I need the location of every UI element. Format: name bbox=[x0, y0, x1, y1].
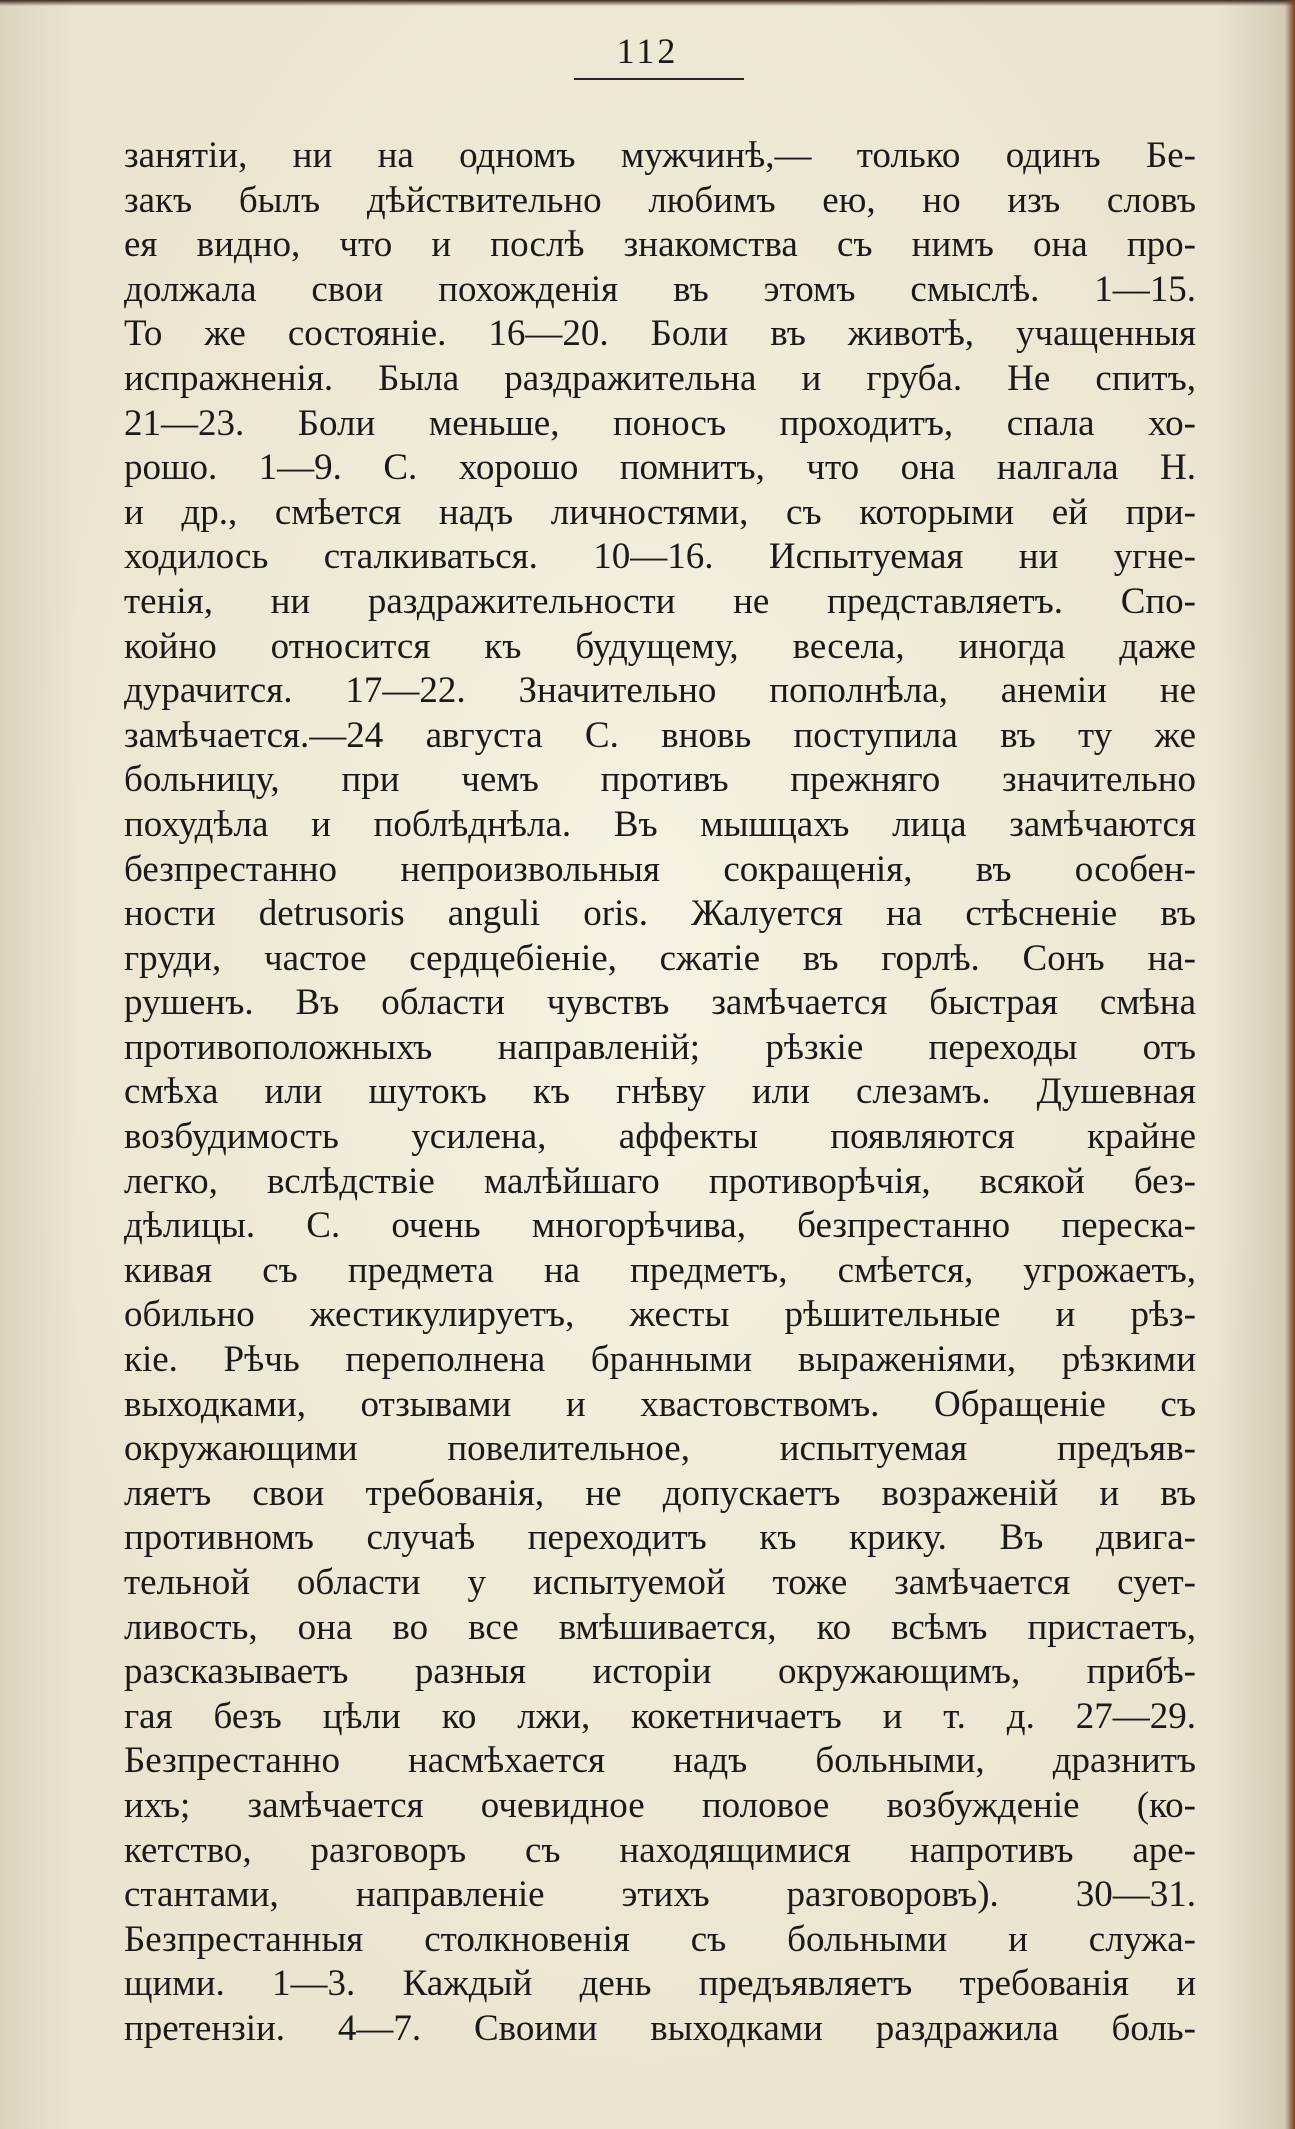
text-line: противномъ случаѣ переходитъ къ крику. Въ двига- bbox=[124, 1517, 1196, 1559]
text-line: ихъ; замѣчается очевидное половое возбужденіе (ко- bbox=[124, 1784, 1196, 1826]
text-line: должала свои похожденія въ этомъ смыслѣ. 1—15. bbox=[124, 268, 1196, 310]
text-line: замѣчается.—24 августа С. вновь поступила въ ту же bbox=[124, 714, 1196, 756]
header-rule bbox=[574, 78, 744, 80]
text-line: тельной области у испытуемой тоже замѣчается сует- bbox=[124, 1562, 1196, 1603]
scan-right-edge bbox=[1285, 0, 1295, 2129]
text-line: занятіи, ни на одномъ мужчинѣ,— только одинъ Бе- bbox=[124, 135, 1196, 176]
text-line: окружающими повелительное, испытуемая предъяв- bbox=[124, 1428, 1196, 1470]
text-line: рошо. 1—9. С. хорошо помнитъ, что она налгала Н. bbox=[124, 447, 1196, 489]
text-line: больницу, при чемъ противъ прежняго значительно bbox=[124, 759, 1196, 801]
text-line: похудѣла и поблѣднѣла. Въ мышцахъ лица замѣчаются bbox=[124, 803, 1196, 845]
text-line: смѣха или шутокъ къ гнѣву или слезамъ. Душевная bbox=[124, 1071, 1196, 1113]
text-line: кіе. Рѣчь переполнена бранными выраженіями, рѣзкими bbox=[124, 1339, 1196, 1381]
text-line: тенія, ни раздражительности не представляетъ. Спо- bbox=[124, 580, 1196, 622]
text-line: 21—23. Боли меньше, поносъ проходитъ, спала хо- bbox=[124, 402, 1196, 444]
text-line: претензіи. 4—7. Своими выходками раздражила боль- bbox=[124, 2007, 1196, 2049]
text-line: ея видно, что и послѣ знакомства съ нимъ она про- bbox=[124, 224, 1196, 266]
text-line: закъ былъ дѣйствительно любимъ ею, но изъ словъ bbox=[124, 179, 1196, 221]
text-line: ходилось сталкиваться. 10—16. Испытуемая ни угне- bbox=[124, 536, 1196, 578]
text-line: разсказываетъ разныя исторіи окружающимъ, прибѣ- bbox=[124, 1651, 1196, 1693]
text-line: легко, вслѣдствіе малѣйшаго противорѣчія, всякой без- bbox=[124, 1160, 1196, 1202]
text-line: Безпрестанно насмѣхается надъ больными, дразнитъ bbox=[124, 1740, 1196, 1782]
text-line: и др., смѣется надъ личностями, съ которыми ей при- bbox=[124, 491, 1196, 533]
text-line: возбудимость усилена, аффекты появляются крайне bbox=[124, 1116, 1196, 1158]
text-line: испражненія. Была раздражительна и груба. Не спитъ, bbox=[124, 357, 1196, 399]
text-line: дѣлицы. С. очень многорѣчива, безпрестанно переска- bbox=[124, 1205, 1196, 1247]
scan-top-edge bbox=[0, 0, 1295, 6]
text-line: щими. 1—3. Каждый день предъявляетъ требованія и bbox=[124, 1963, 1196, 2005]
text-line: противоположныхъ направленій; рѣзкіе переходы отъ bbox=[124, 1026, 1196, 1068]
text-line: Безпрестанныя столкновенія съ больными и служа- bbox=[124, 1918, 1196, 1960]
text-line: ливость, она во все вмѣшивается, ко всѣмъ пристаетъ, bbox=[124, 1606, 1196, 1648]
body-text bbox=[124, 134, 1196, 2052]
text-line: выходками, отзывами и хвастовствомъ. Обращеніе съ bbox=[124, 1383, 1196, 1425]
text-line: То же состояніе. 16—20. Боли въ животѣ, учащенныя bbox=[124, 313, 1196, 355]
text-line: безпрестанно непроизвольныя сокращенія, въ особен- bbox=[124, 848, 1196, 890]
page-number: 112 bbox=[616, 31, 679, 71]
text-line: стантами, направленіе этихъ разговоровъ). 30—31. bbox=[124, 1874, 1196, 1916]
text-line: гая безъ цѣли ко лжи, кокетничаетъ и т. д. 27—29. bbox=[124, 1695, 1196, 1737]
text-line: кетство, разговоръ съ находящимися напротивъ аре- bbox=[124, 1829, 1196, 1871]
text-line: ляетъ свои требованія, не допускаетъ возраженій и въ bbox=[124, 1472, 1196, 1514]
text-line: рушенъ. Въ области чувствъ замѣчается быстрая смѣна bbox=[124, 982, 1196, 1024]
text-line: дурачится. 17—22. Значительно пополнѣла, анеміи не bbox=[124, 670, 1196, 712]
text-line: кивая съ предмета на предметъ, смѣется, угрожаетъ, bbox=[124, 1249, 1196, 1291]
text-line: койно относится къ будущему, весела, иногда даже bbox=[124, 625, 1196, 667]
text-line: обильно жестикулируетъ, жесты рѣшительные и рѣз- bbox=[124, 1294, 1196, 1336]
text-line: груди, частое сердцебіеніе, сжатіе въ горлѣ. Сонъ на- bbox=[124, 937, 1196, 979]
text-line: ности detrusoris anguli oris. Жалуется на стѣсненіе въ bbox=[124, 893, 1196, 935]
